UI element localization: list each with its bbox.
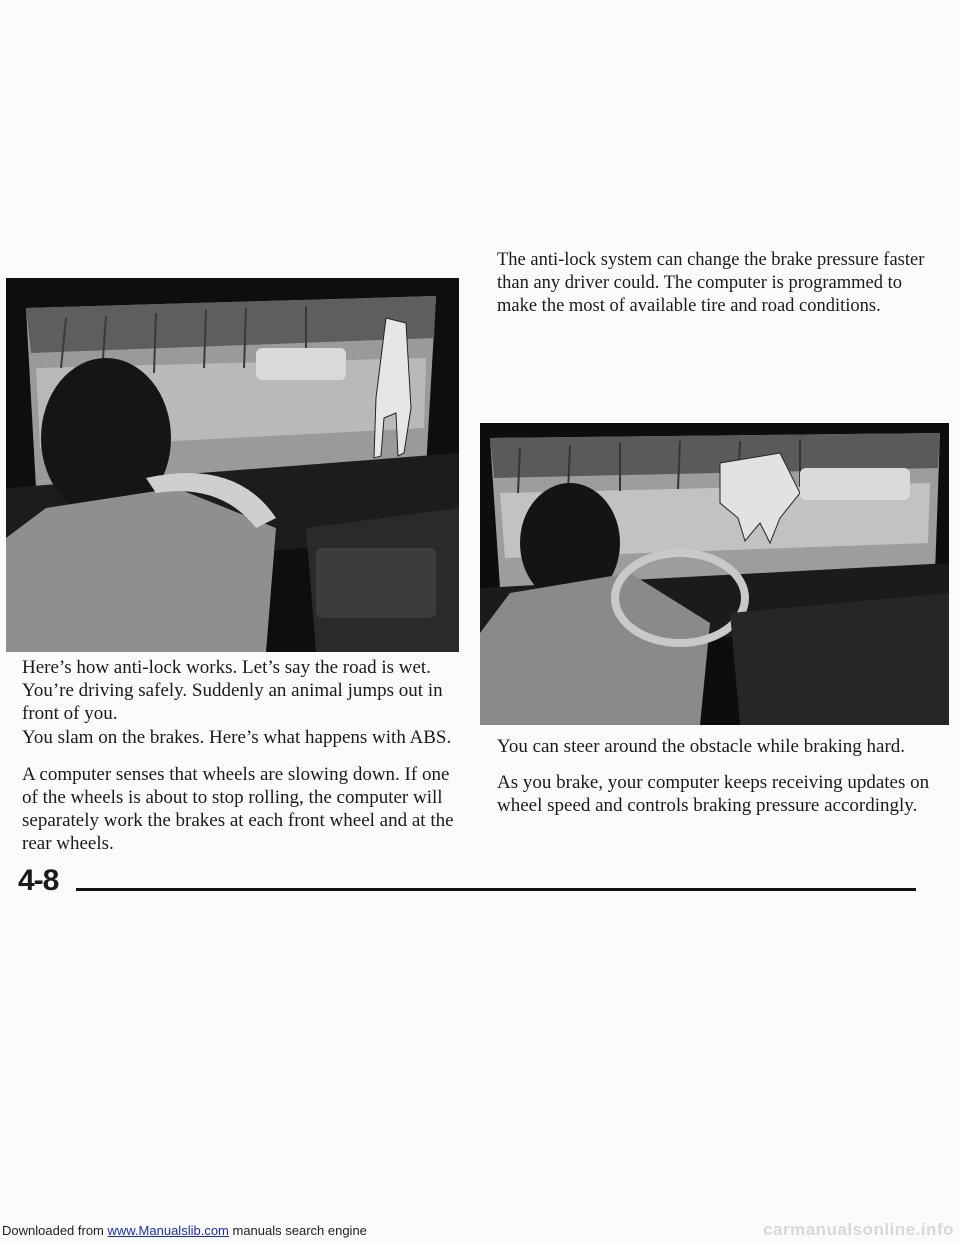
paragraph-steer-around: You can steer around the obstacle while braking hard. (497, 736, 906, 757)
illustration-driver-deer-ahead (6, 278, 459, 652)
manualslib-link[interactable]: www.Manualslib.com (107, 1223, 229, 1238)
paragraph-computer-senses: A computer senses that wheels are slowing down. If one of the wheels is about to stop rolling, the computer will separately work the brakes at each front wheel and at the rear wheels. (22, 764, 454, 854)
download-banner (0, 1218, 960, 1242)
illustration-driver-steering-around-deer (480, 423, 949, 725)
paragraph-brake-updates: As you brake, your computer keeps receiving updates on wheel speed and controls braking pressure accordingly. (497, 772, 930, 816)
banner-prefix: Downloaded from (2, 1223, 108, 1238)
paragraph-how-anti-lock-works: Here’s how anti-lock works. Let’s say the road is wet. You’re driving safely. Suddenly an animal jumps out in front of you. (22, 657, 443, 724)
blank-top-area (0, 0, 960, 270)
watermark-text: carmanualsonline.info (763, 1220, 954, 1239)
banner-suffix: manuals search engine (228, 1223, 367, 1238)
paragraph-anti-lock-system: The anti-lock system can change the brake pressure faster than any driver could. The computer is programmed to make the most of available tire and road conditions. (497, 250, 925, 316)
banner-text (2, 1223, 367, 1238)
footer-rule (76, 888, 916, 891)
paragraph-slam-brakes: You slam on the brakes. Here’s what happens with ABS. (22, 727, 452, 748)
page-number: 4-8 (18, 864, 59, 897)
